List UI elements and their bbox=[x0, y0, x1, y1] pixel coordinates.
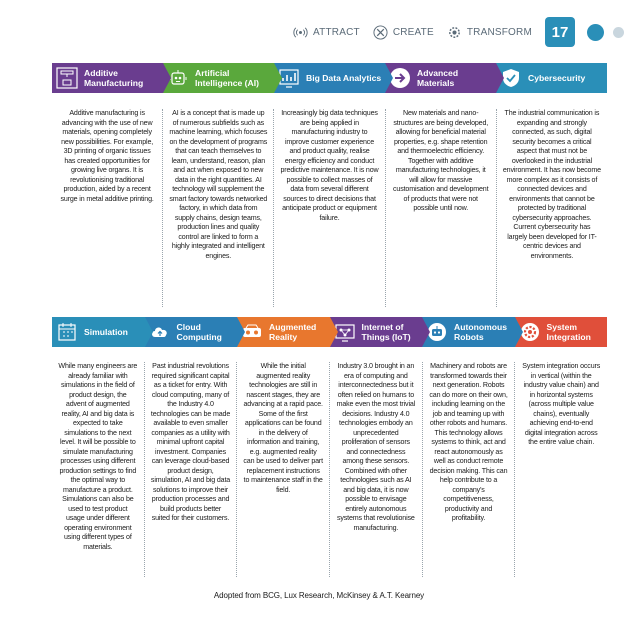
column-artificial-intelligence bbox=[163, 109, 274, 307]
nav-transform[interactable] bbox=[447, 25, 532, 40]
column-big-data-analytics bbox=[274, 109, 385, 307]
header-internet-of-things bbox=[330, 317, 423, 347]
header-cybersecurity bbox=[496, 63, 607, 93]
gear-transform-icon bbox=[447, 25, 462, 40]
column-augmented-reality bbox=[237, 362, 330, 577]
header-label: Simulation bbox=[84, 327, 128, 337]
header-label: Augmented Reality bbox=[269, 322, 317, 342]
row2-columns bbox=[52, 362, 607, 577]
row1-columns bbox=[52, 109, 607, 307]
header-artificial-intelligence bbox=[163, 63, 274, 93]
column-text: While the initial augmented reality technologies are still in nascent stages, they are advancing at a rapid pace. Some of the first applications can be found in the delivery of information and training, e.g. augmented reality can be used to deliver part replacement instructions to maintenance staff in the field. bbox=[243, 362, 323, 494]
header-label: System Integration bbox=[546, 322, 591, 342]
3d-printer-icon bbox=[56, 67, 78, 89]
column-text: New materials and nano-structures are being developed, allowing for beneficial material properties, e.g. shape retention and thermoelectric efficiency. Together with additive manufacturing technologies, it will allow for massive customisation and development of products that were not possible until now. bbox=[393, 109, 489, 212]
nav-create[interactable] bbox=[373, 25, 434, 40]
header-simulation bbox=[52, 317, 145, 347]
radio-waves-icon bbox=[293, 25, 308, 40]
nav-attract[interactable] bbox=[293, 25, 360, 40]
header-label: Artificial Intelligence (AI) bbox=[195, 68, 259, 88]
header-label: Advanced Materials bbox=[417, 68, 459, 88]
header-label: Internet of Things (IoT) bbox=[361, 322, 411, 342]
row2-headers bbox=[52, 317, 607, 347]
header-label: Additive Manufacturing bbox=[84, 68, 144, 88]
crossed-tools-icon bbox=[373, 25, 388, 40]
header-big-data-analytics bbox=[274, 63, 385, 93]
header-label: Autonomous Robots bbox=[454, 322, 507, 342]
column-advanced-materials bbox=[386, 109, 497, 307]
column-text: Past industrial revolutions required significant capital as a ticket for entry. With cloud computing, many of the Industry 4.0 technologies can be made available to even smaller companies as a utility with minimal upfront capital investment. Companies can leverage cloud-based product design, simulation, AI and big data solutions to improve their production processes and build products better suited for their customers. bbox=[150, 362, 231, 522]
column-text: Machinery and robots are transformed towards their next generation. Robots can do more on their own, including learning on the job and teaming up with other robots and humans. This technology allows systems to think, act and react autonomously as well as conduct remote decision making. This can help contribute to a company's competitiveness, productivity and profitability. bbox=[429, 362, 508, 522]
column-simulation bbox=[52, 362, 145, 577]
calendar-grid-icon bbox=[56, 321, 78, 343]
header-advanced-materials bbox=[385, 63, 496, 93]
top-navigation bbox=[280, 17, 624, 47]
page-number: 17 bbox=[545, 17, 575, 47]
header-cloud-computing bbox=[145, 317, 238, 347]
column-text: AI is a concept that is made up of numerous subfields such as machine learning, which focuses on the development of programs that can teach themselves to learn, understand, reason, plan and act when exposed to new data in the right quantities. AI technology will supplement the smart factory towards networked factory, in which data from supply chains, design teams, production lines and quality control are linked to form a highly integrated and intelligent engines. bbox=[169, 109, 268, 260]
nav-dot-active[interactable] bbox=[587, 24, 604, 41]
column-text: Increasingly big data techniques are being applied in manufacturing industry to improve customer experience and product quality, realise energy efficiency and conduct predictive maintenance. It is now possible to collect masses of data from several different sources to direct decisions that anticipate product or equipment failure. bbox=[280, 109, 379, 222]
column-internet-of-things bbox=[330, 362, 423, 577]
column-additive-manufacturing bbox=[52, 109, 163, 307]
nav-attract-label: ATTRACT bbox=[313, 26, 360, 38]
column-system-integration bbox=[515, 362, 607, 577]
source-note: Adopted from BCG, Lux Research, McKinsey & A.T. Kearney bbox=[213, 591, 425, 600]
row1-headers bbox=[52, 63, 607, 93]
column-text: Additive manufacturing is advancing with the use of new materials, opening completely new possibilities. For example, 3D printing of organic tissues has created opportunities for growing live organs. It is revolutionising traditional production, aided by a recent surge in metal additive printing. bbox=[60, 109, 154, 203]
header-autonomous-robots bbox=[422, 317, 515, 347]
column-text: The industrial communication is expanding and strongly connected, as such, digital security becomes a critical aspect that must not be overlooked in the industrial environment. It has now become more complex as it consists of connected devices and environments that cannot be protected by traditional cybersecurity approaches. Current cybersecurity has largely been developed for IT-centric devices and environments. bbox=[502, 109, 601, 260]
header-label: Big Data Analytics bbox=[306, 73, 382, 83]
column-text: Industry 3.0 brought in an era of computing and interconnectedness but it often relied on humans to make even the most trivial decisions. Industry 4.0 technologies embody an unprecedented proliferation of sensors and connectedness among these sensors. Combined with other technologies such as AI and big data, it is now possible to envisage entirely autonomous systems that revolutionise manufacturing. bbox=[336, 362, 416, 532]
nav-transform-label: TRANSFORM bbox=[466, 26, 532, 38]
nav-create-label: CREATE bbox=[392, 26, 434, 38]
header-additive-manufacturing bbox=[52, 63, 163, 93]
header-label: Cloud Computing bbox=[176, 322, 222, 342]
column-text: System integration occurs in vertical (within the industry value chain) and in horizontal systems (across multiple value chains), eventually achieving end-to-end digital integration across the entire value chain. bbox=[522, 362, 601, 446]
header-system-integration bbox=[515, 317, 608, 347]
nav-dot-inactive[interactable] bbox=[613, 27, 624, 38]
header-label: Cybersecurity bbox=[528, 73, 586, 83]
column-autonomous-robots bbox=[423, 362, 516, 577]
column-text: While many engineers are already familiar with simulations in the field of product design, the advent of augmented reality, AI and big data is expected to take simulations to the next level. It will be possible to simulate manufacturing processes using different production settings to find the optimal way to manufacture a product. Simulations can also be used to test product usage under different operating environment using different types of materials. bbox=[58, 362, 138, 551]
column-cloud-computing bbox=[145, 362, 238, 577]
header-augmented-reality bbox=[237, 317, 330, 347]
column-cybersecurity bbox=[497, 109, 607, 307]
